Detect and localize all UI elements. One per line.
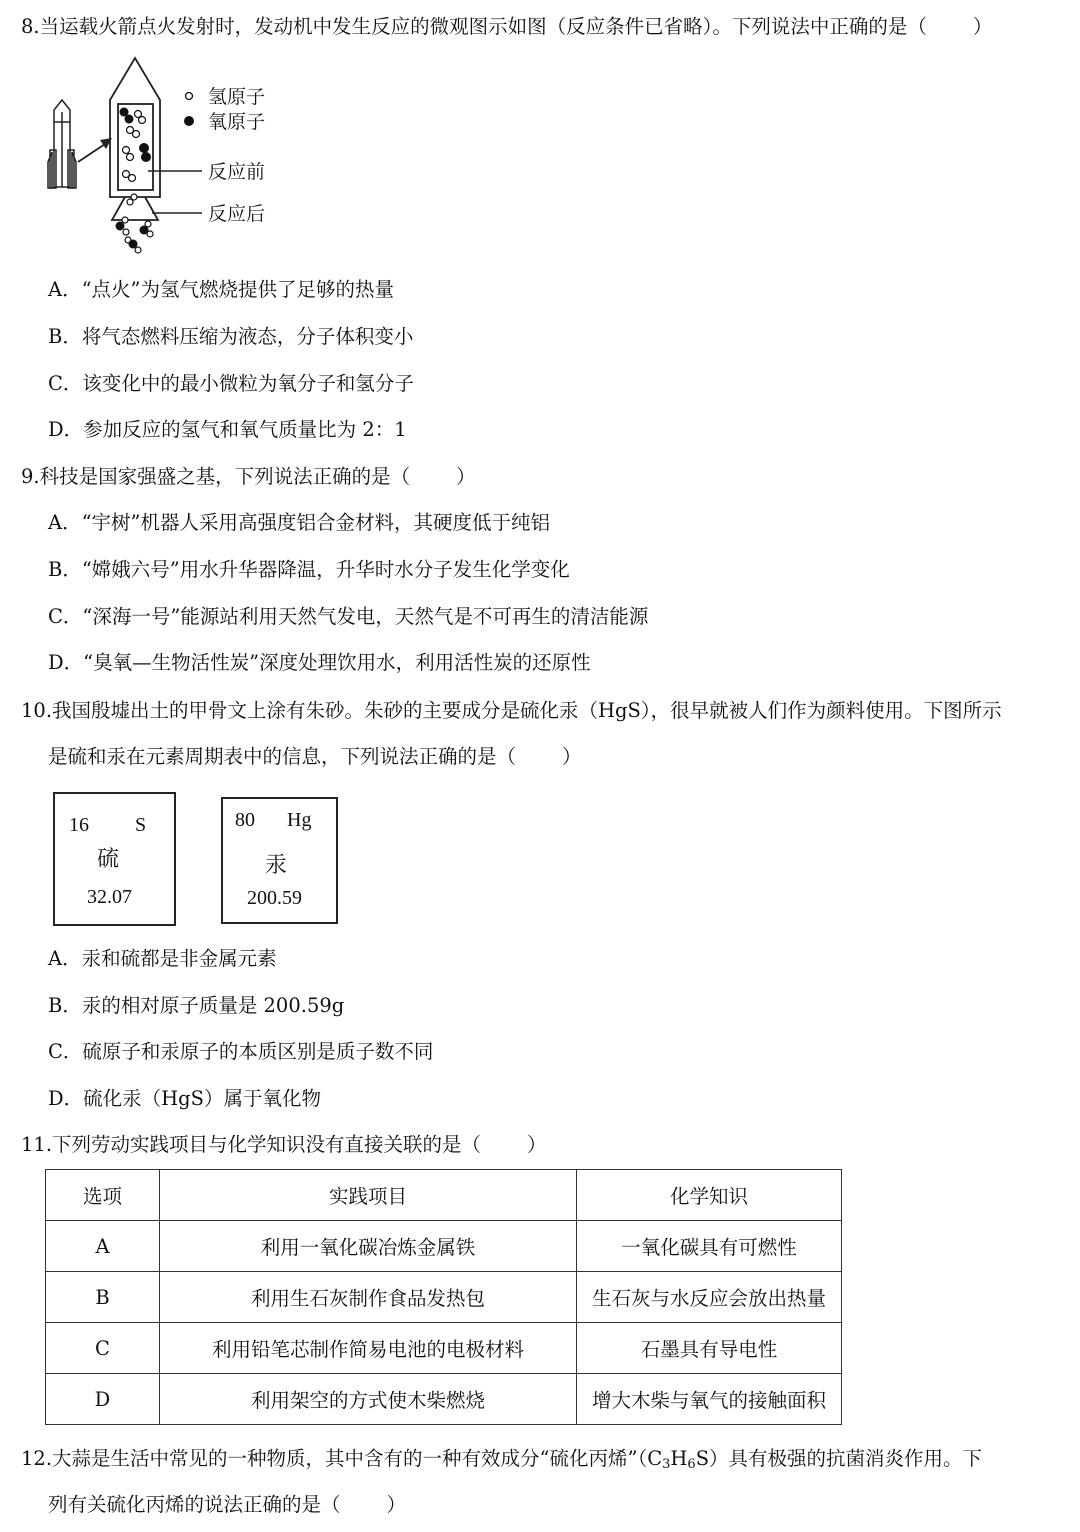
row-a-practice: 利用一氧化碳冶炼金属铁	[160, 1221, 577, 1272]
label-before-reaction: 反应前	[208, 161, 266, 183]
q8-option-d: D．参加反应的氢气和氧气质量比为 2：1	[48, 418, 407, 441]
q10-stem-line1: 10.我国殷墟出土的甲骨文上涂有朱砂。朱砂的主要成分是硫化汞（HgS），很早就被人们作为颜料使用。下图所示	[21, 699, 1002, 722]
table-row	[46, 1374, 842, 1425]
q8-option-c: C．该变化中的最小微粒为氧分子和氢分子	[48, 372, 414, 395]
row-c-knowledge: 石墨具有导电性	[577, 1323, 842, 1374]
header-practice: 实践项目	[160, 1170, 577, 1221]
q10-stem-line2: 是硫和汞在元素周期表中的信息，下列说法正确的是（ ）	[48, 745, 582, 768]
q10-option-c: C．硫原子和汞原子的本质区别是质子数不同	[48, 1040, 434, 1063]
q11-stem: 11.下列劳动实践项目与化学知识没有直接关联的是（ ）	[21, 1133, 547, 1156]
q9-option-d: D．“臭氧—生物活性炭”深度处理饮用水，利用活性炭的还原性	[48, 651, 591, 674]
element-card-mercury: 80 Hg 汞 200.59	[221, 797, 338, 924]
atoms-before-reaction	[120, 108, 152, 182]
oxygen-atom-icon	[184, 116, 194, 126]
q11-table	[45, 1169, 842, 1425]
hydrogen-atom-icon	[186, 93, 193, 100]
row-d-knowledge: 增大木柴与氧气的接触面积	[577, 1374, 842, 1425]
q12-stem-line2: 列有关硫化丙烯的说法正确的是（ ）	[48, 1493, 407, 1516]
q8-option-a: A．“点火”为氢气燃烧提供了足够的热量	[48, 278, 395, 301]
q8-option-b: B．将气态燃料压缩为液态，分子体积变小	[48, 325, 414, 348]
q10-option-d: D．硫化汞（HgS）属于氧化物	[48, 1087, 321, 1110]
label-after-reaction: 反应后	[208, 203, 266, 225]
legend-hydrogen: 氢原子	[208, 86, 266, 108]
legend-oxygen: 氧原子	[208, 111, 266, 133]
q9-option-b: B．“嫦娥六号”用水升华器降温，升华时水分子发生化学变化	[48, 558, 570, 581]
row-b-knowledge: 生石灰与水反应会放出热量	[577, 1272, 842, 1323]
table-row	[46, 1272, 842, 1323]
q12-stem-line1: 12.大蒜是生活中常见的一种物质，其中含有的一种有效成分“硫化丙烯$”(C_3H_6S)$具有极强的抗菌消炎作用。下	[21, 1447, 983, 1472]
element-card-sulfur: 16 S 硫 32.07	[53, 792, 176, 926]
q9-stem: 9.科技是国家强盛之基，下列说法正确的是（ ）	[21, 465, 476, 488]
q9-option-a: A．“宇树”机器人采用高强度铝合金材料，其硬度低于纯铝	[48, 511, 551, 534]
header-knowledge: 化学知识	[577, 1170, 842, 1221]
row-a-option: A	[46, 1221, 160, 1272]
row-c-practice: 利用铅笔芯制作简易电池的电极材料	[160, 1323, 577, 1374]
row-d-practice: 利用架空的方式使木柴燃烧	[160, 1374, 577, 1425]
q10-option-b: B．汞的相对原子质量是 200.59g	[48, 994, 345, 1017]
table-row	[46, 1221, 842, 1272]
row-d-option: D	[46, 1374, 160, 1425]
rocket-reaction-figure	[40, 52, 340, 272]
row-b-practice: 利用生石灰制作食品发热包	[160, 1272, 577, 1323]
row-c-option: C	[46, 1323, 160, 1374]
table-row	[46, 1323, 842, 1374]
table-header-row	[46, 1170, 842, 1221]
row-a-knowledge: 一氧化碳具有可燃性	[577, 1221, 842, 1272]
q8-stem: 8.当运载火箭点火发射时，发动机中发生反应的微观图示如图（反应条件已省略）。下列说法中正确的是（ ）	[21, 15, 993, 38]
q9-option-c: C．“深海一号”能源站利用天然气发电，天然气是不可再生的清洁能源	[48, 605, 649, 628]
row-b-option: B	[46, 1272, 160, 1323]
header-option: 选项	[46, 1170, 160, 1221]
small-rocket-icon	[48, 100, 76, 188]
q10-option-a: A．汞和硫都是非金属元素	[48, 947, 277, 970]
arrow-icon	[78, 138, 112, 162]
